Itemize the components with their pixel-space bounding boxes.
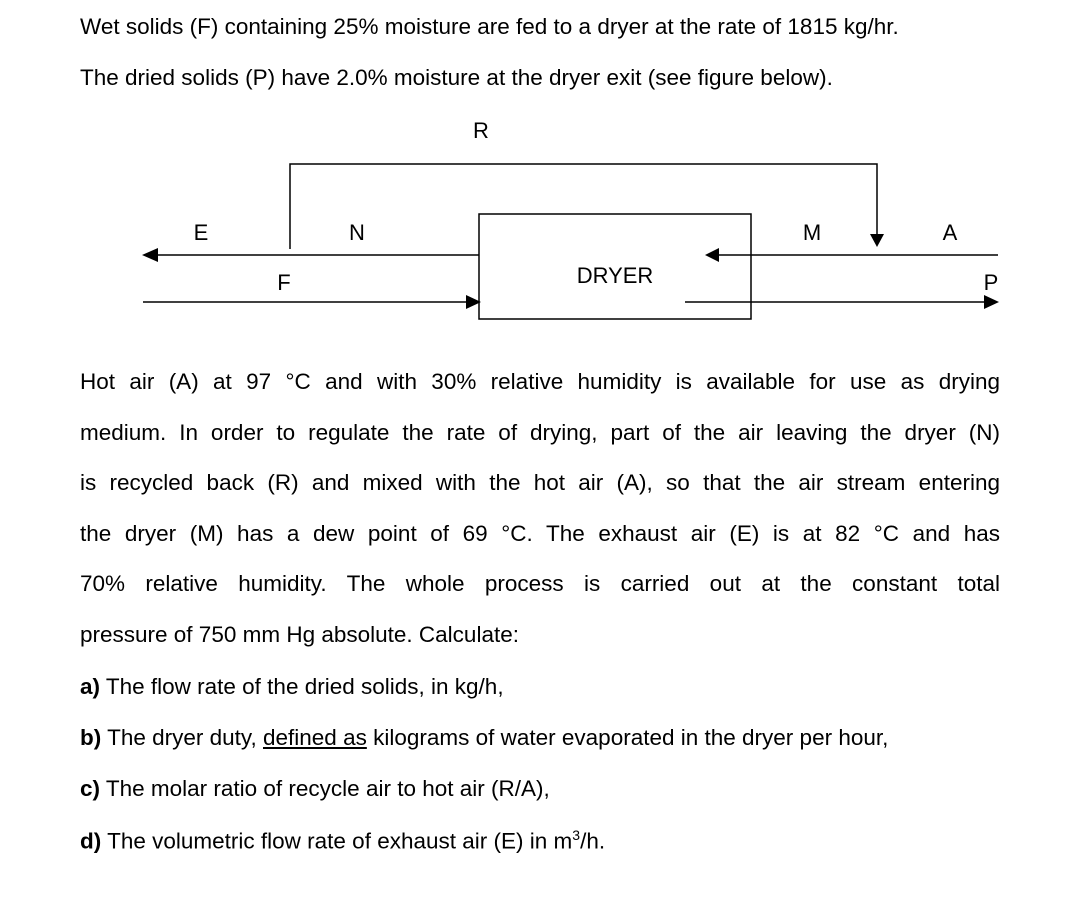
question-d-end: /h. (580, 828, 606, 854)
question-d-label: d) (80, 828, 102, 854)
question-c-text: The molar ratio of recycle air to hot air (R/A), (100, 776, 550, 801)
recycle-arrowhead (870, 234, 884, 247)
question-d (80, 827, 605, 855)
stream-label-n: N (349, 220, 365, 245)
stream-label-p: P (983, 270, 999, 295)
air-inlet-arrowhead (705, 248, 719, 262)
question-d-superscript: 3 (572, 827, 581, 843)
question-a (80, 674, 504, 700)
process-flow-diagram (0, 0, 1080, 340)
question-b-post: kilograms of water evaporated in the dryer per hour, (366, 725, 889, 750)
stream-label-r: R (473, 118, 489, 143)
intro-line-1: Wet solids (F) containing 25% moisture are fed to a dryer at the rate of 1815 kg/hr. (80, 14, 899, 39)
question-a-label: a) (80, 674, 101, 699)
body-line-2: medium. In order to regulate the rate of drying, part of the air leaving the dryer (N) (80, 420, 1000, 445)
body-line-4: the dryer (M) has a dew point of 69 °C. The exhaust air (E) is at 82 °C and has (80, 521, 1000, 546)
question-b-pre: The dryer duty, (101, 725, 263, 750)
question-a-text: The flow rate of the dried solids, in kg/h, (100, 674, 504, 699)
question-b-label: b) (80, 725, 102, 750)
question-d-text: The volumetric flow rate of exhaust air (E) in m (101, 828, 573, 854)
question-b-underlined: defined as (263, 725, 367, 750)
exhaust-arrowhead (142, 248, 158, 262)
stream-label-m: M (802, 220, 822, 245)
question-c-label: c) (80, 776, 101, 801)
body-line-6: pressure of 750 mm Hg absolute. Calculate: (80, 622, 519, 647)
stream-label-a: A (942, 220, 958, 245)
recycle-line (290, 164, 877, 249)
body-line-5: 70% relative humidity. The whole process is carried out at the constant total (80, 571, 1000, 596)
product-arrowhead (984, 295, 999, 309)
question-c (80, 776, 550, 802)
intro-line-2: The dried solids (P) have 2.0% moisture at the dryer exit (see figure below). (80, 65, 833, 90)
stream-label-f: F (277, 270, 291, 295)
dryer-label: DRYER (576, 263, 654, 288)
body-line-3: is recycled back (R) and mixed with the hot air (A), so that the air stream entering (80, 470, 1000, 495)
stream-label-e: E (193, 220, 209, 245)
body-line-1: Hot air (A) at 97 °C and with 30% relative humidity is available for use as drying (80, 369, 1000, 394)
question-b (80, 725, 888, 751)
